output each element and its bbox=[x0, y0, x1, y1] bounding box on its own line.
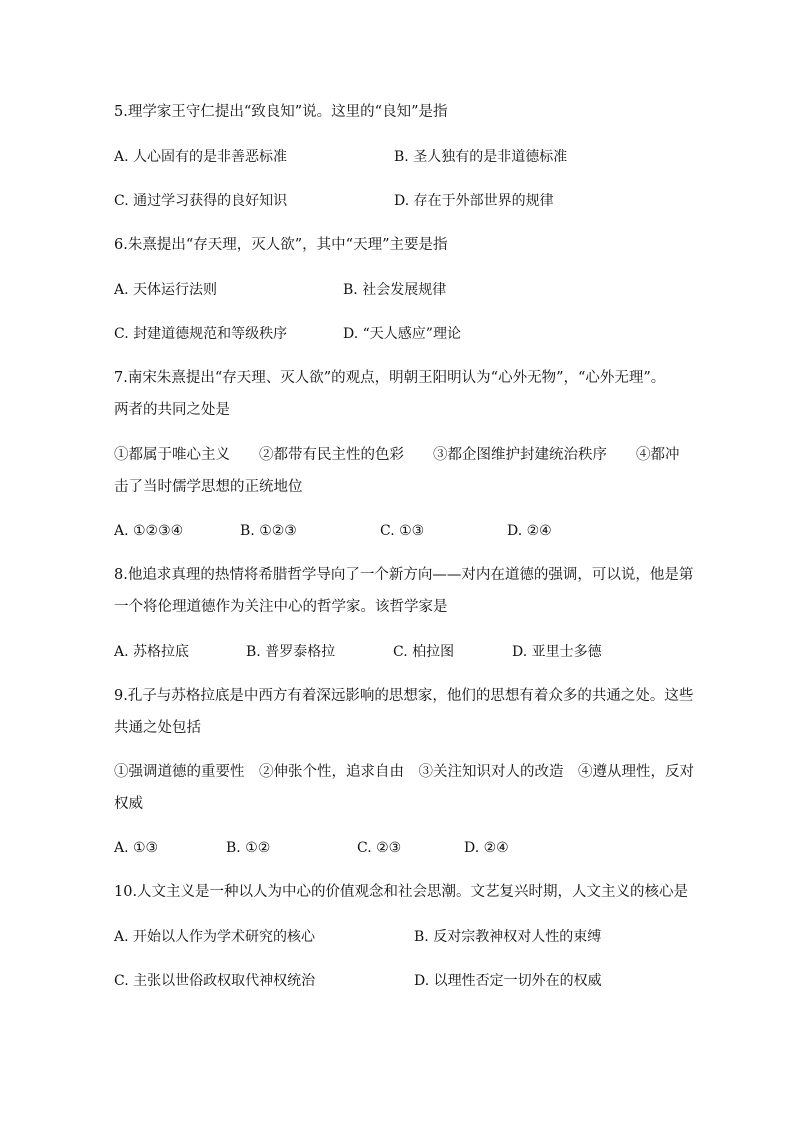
question-9-stem-line-1: 9.孔子与苏格拉底是中西方有着深远影响的思想家，他们的思想有着众多的共通之处。这些 bbox=[114, 688, 694, 704]
question-6-option-a: A. 天体运行法则 bbox=[114, 282, 218, 298]
question-10-option-b: B. 反对宗教神权对人性的束缚 bbox=[414, 929, 602, 945]
question-6-option-d: D. “天人感应”理论 bbox=[343, 326, 461, 342]
question-10-option-d: D. 以理性否定一切外在的权威 bbox=[414, 973, 602, 989]
question-5-option-b: B. 圣人独有的是非道德标准 bbox=[394, 149, 568, 165]
question-8-stem-line-1: 8.他追求真理的热情将希腊哲学导向了一个新方向——对内在道德的强调，可以说，他是第 bbox=[114, 567, 694, 583]
question-5-option-a: A. 人心固有的是非善恶标准 bbox=[114, 149, 288, 165]
question-5-option-c: C. 通过学习获得的良好知识 bbox=[114, 193, 288, 209]
question-8-option-b: B. 普罗泰格拉 bbox=[246, 644, 336, 660]
question-9-option-c: C. ②③ bbox=[357, 840, 402, 856]
question-9-statements-line-2: 权威 bbox=[114, 796, 143, 812]
question-6-option-b: B. 社会发展规律 bbox=[343, 282, 447, 298]
question-7-stem-line-2: 两者的共同之处是 bbox=[114, 402, 230, 418]
question-9-statements-line-1: ①强调道德的重要性 ②伸张个性，追求自由 ③关注知识对人的改造 ④遵从理性，反对 bbox=[114, 764, 694, 780]
question-9-option-b: B. ①② bbox=[226, 840, 271, 856]
question-7-option-b: B. ①②③ bbox=[240, 523, 297, 539]
question-7-option-a: A. ①②③④ bbox=[114, 523, 184, 539]
question-5-stem: 5.理学家王守仁提出“致良知”说。这里的“良知”是指 bbox=[114, 104, 448, 120]
question-9-option-a: A. ①③ bbox=[114, 840, 159, 856]
question-10-option-c: C. 主张以世俗政权取代神权统治 bbox=[114, 973, 316, 989]
question-7-option-d: D. ②④ bbox=[507, 523, 552, 539]
question-7-stem-line-1: 7.南宋朱熹提出“存天理、灭人欲”的观点，明朝王阳明认为“心外无物”，“心外无理”。 bbox=[114, 370, 666, 386]
question-8-option-d: D. 亚里士多德 bbox=[512, 644, 602, 660]
question-6-option-c: C. 封建道德规范和等级秩序 bbox=[114, 326, 288, 342]
question-6-stem: 6.朱熹提出“存天理，灭人欲”，其中“天理”主要是指 bbox=[114, 237, 448, 253]
question-7-statements-line-1: ①都属于唯心主义 ②都带有民主性的色彩 ③都企图维护封建统治秩序 ④都冲 bbox=[114, 447, 680, 463]
question-8-stem-line-2: 一个将伦理道德作为关注中心的哲学家。该哲学家是 bbox=[114, 599, 448, 615]
question-10-stem: 10.人文主义是一种以人为中心的价值观念和社会思潮。文艺复兴时期，人文主义的核心是 bbox=[114, 884, 689, 900]
question-5-option-d: D. 存在于外部世界的规律 bbox=[394, 193, 554, 209]
question-8-option-a: A. 苏格拉底 bbox=[114, 644, 190, 660]
question-9-option-d: D. ②④ bbox=[464, 840, 509, 856]
question-9-stem-line-2: 共通之处包括 bbox=[114, 720, 201, 736]
question-8-option-c: C. 柏拉图 bbox=[393, 644, 455, 660]
question-7-option-c: C. ①③ bbox=[380, 523, 425, 539]
question-7-statements-line-2: 击了当时儒学思想的正统地位 bbox=[114, 479, 303, 495]
question-10-option-a: A. 开始以人作为学术研究的核心 bbox=[114, 929, 316, 945]
